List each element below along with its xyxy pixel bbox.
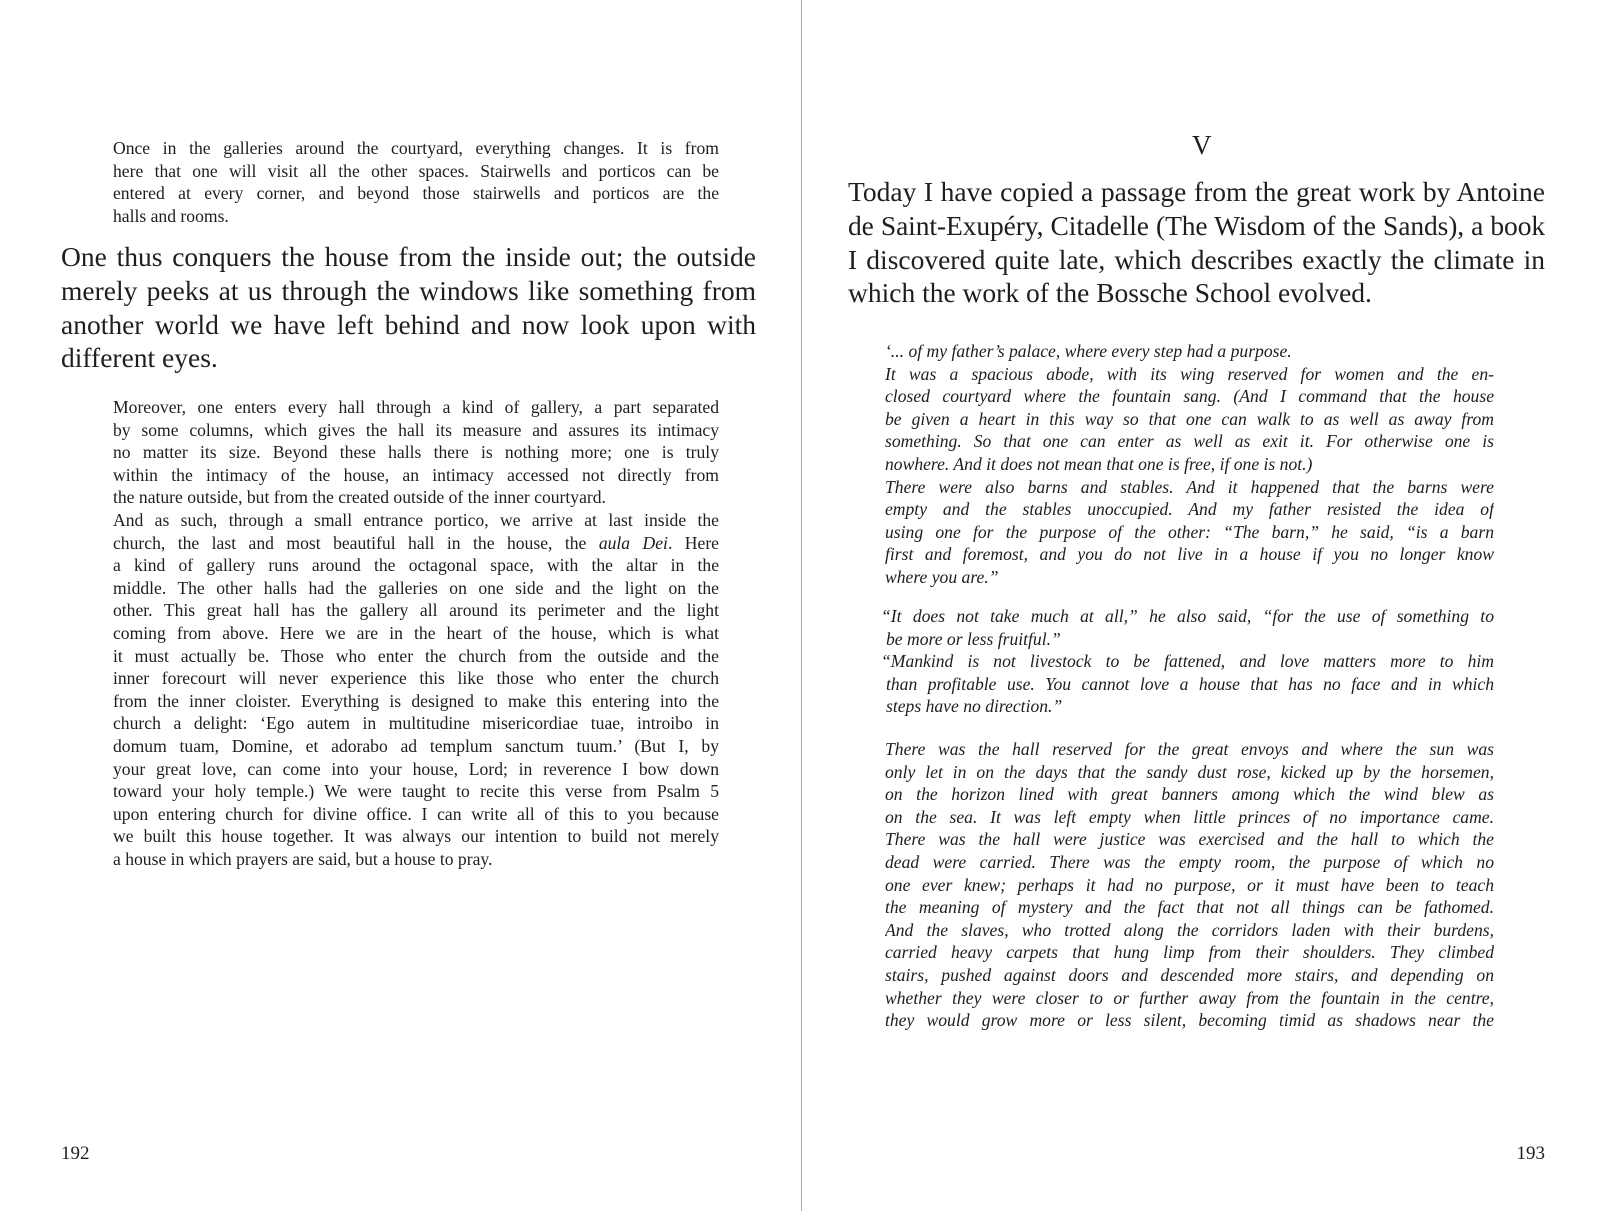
paragraph-intro — [848, 175, 1545, 310]
text-line: coming from above. Here we are in the heart of the house, which is what — [113, 622, 719, 643]
text-line: church a delight: ‘Ego autem in multitudine misericordiae tuae, introibo in — [113, 713, 719, 734]
text-line: toward your holy temple.) We were taught to recite this verse from Psalm 5 — [113, 781, 719, 802]
text-line: on the sea. It was left empty when little princes of no importance came. — [885, 806, 1494, 827]
block-quote-fruitful — [881, 605, 1494, 718]
text-line: whether they were closer to or further away from the fountain in the centre, — [885, 987, 1494, 1008]
text-line: upon entering church for divine office. I can write all of this to you because — [113, 803, 719, 824]
text-line: stairs, pushed against doors and descended more stairs, and depending on — [885, 964, 1494, 985]
text-line: your great love, can come into your house, Lord; in reverence I bow down — [113, 758, 719, 779]
text-line: I discovered quite late, which describes exactly the climate in — [848, 243, 1545, 275]
text-line: And as such, through a small entrance portico, we arrive at last inside the — [113, 509, 719, 530]
text-line: where you are.” — [885, 566, 999, 587]
text-line: no matter its size. Beyond these halls there is nothing more; one is truly — [113, 442, 719, 463]
text-line: inner forecourt will never experience this like those who enter the church — [113, 668, 719, 689]
text-line: domum tuam, Domine, et adorabo ad templum sanctum tuum.’ (But I, by — [113, 735, 719, 756]
text-line: merely peeks at us through the windows like something from — [61, 274, 756, 306]
text-line: Today I have copied a passage from the great work by Antoine — [848, 176, 1545, 207]
text-line: de Saint-Exupéry, Citadelle (The Wisdom of the Sands), a book — [848, 209, 1545, 241]
text-line: be more or less fruitful.” — [886, 628, 1061, 649]
text-line: steps have no direction.” — [886, 696, 1063, 717]
text-line: There were also barns and stables. And it happened that the barns were — [885, 476, 1494, 497]
block-quote-halls — [885, 738, 1494, 1032]
text-line: a house in which prayers are said, but a house to pray. — [113, 848, 493, 869]
paragraph-galleries — [113, 137, 719, 227]
text-segment: . Here — [667, 532, 719, 553]
text-line: Moreover, one enters every hall through a kind of gallery, a part separated — [113, 397, 719, 417]
text-line: One thus conquers the house from the inside out; the outside — [61, 241, 756, 272]
chapter-heading: V — [1192, 130, 1212, 160]
text-line: nowhere. And it does not mean that one is free, if one is not.) — [885, 453, 1313, 474]
text-line: one ever knew; perhaps it had no purpose, or it must have been to teach — [885, 874, 1494, 895]
text-line: they would grow more or less silent, becoming timid as shadows near the — [885, 1010, 1494, 1031]
text-line: carried heavy carpets that hung limp from their shoulders. They climbed — [885, 942, 1494, 963]
text-line: it must actually be. Those who enter the church from the outside and the — [113, 645, 719, 666]
text-line: which the work of the Bossche School evolved. — [848, 277, 1372, 309]
text-line: There was the hall reserved for the great envoys and where the sun was — [885, 739, 1494, 759]
text-line: by some columns, which gives the hall its measure and assures its intimacy — [113, 419, 719, 440]
paragraph-church — [113, 396, 719, 870]
text-line: on the horizon lined with great banners among which the wind blew as — [885, 784, 1494, 805]
text-line: the nature outside, but from the created outside of the inner courtyard. — [113, 487, 606, 508]
page-number: 193 — [1516, 1143, 1545, 1164]
text-line: closed courtyard where the fountain sang. (And I command that the house — [885, 386, 1494, 407]
text-line: dead were carried. There was the empty room, the purpose of which no — [885, 851, 1494, 872]
text-line: ‘... of my father’s palace, where every step had a purpose. — [885, 341, 1292, 361]
paragraph-pull-quote — [61, 240, 756, 375]
text-line: Once in the galleries around the courtyard, everything changes. It is from — [113, 138, 719, 158]
page-number: 192 — [61, 1143, 90, 1164]
text-segment: church, the last and most beautiful hall in the house, the — [113, 532, 599, 553]
right-page — [802, 0, 1600, 1211]
block-quote-palace — [885, 340, 1494, 589]
text-line: halls and rooms. — [113, 205, 229, 226]
text-line: something. So that one can enter as well as exit it. For otherwise one is — [885, 431, 1494, 452]
text-line: different eyes. — [61, 342, 218, 374]
text-line: And the slaves, who trotted along the corridors laden with their burdens, — [885, 919, 1494, 940]
text-line: we built this house together. It was always our intention to build not merely — [113, 826, 719, 847]
text-line: entered at every corner, and beyond those stairwells and porticos are the — [113, 183, 719, 204]
text-line: be given a heart in this way so that one can walk to as well as away from — [885, 408, 1494, 429]
text-line: first and foremost, and you do not live in a house if you no longer know — [885, 544, 1494, 565]
italic-term: aula Dei — [598, 532, 668, 553]
text-line: empty and the stables unoccupied. And my father resisted the idea of — [885, 499, 1494, 520]
text-line: here that one will visit all the other spaces. Stairwells and porticos can be — [113, 160, 719, 181]
text-line: only let in on the days that the sandy dust rose, kicked up by the horsemen, — [885, 761, 1494, 782]
text-line: the meaning of mystery and the fact that not all things can be fathomed. — [885, 897, 1494, 918]
text-line: middle. The other halls had the galleries on one side and the light on the — [113, 577, 719, 598]
text-line: “Mankind is not livestock to be fattened, and love matters more to him — [881, 651, 1494, 672]
text-line: than profitable use. You cannot love a house that has no face and in which — [886, 673, 1494, 694]
text-line: another world we have left behind and now look upon with — [61, 308, 756, 340]
text-line: a kind of gallery runs around the octagonal space, with the altar in the — [113, 555, 719, 576]
text-line: other. This great hall has the gallery all around its perimeter and the light — [113, 600, 719, 621]
text-line: within the intimacy of the house, an intimacy accessed not directly from — [113, 464, 719, 485]
text-line: “It does not take much at all,” he also said, “for the use of something to — [881, 606, 1494, 626]
text-line: It was a spacious abode, with its wing reserved for women and the en- — [885, 363, 1494, 384]
text-line — [113, 532, 719, 555]
text-line: from the inner cloister. Everything is designed to make this entering into the — [113, 690, 719, 711]
text-line: using one for the purpose of the other: “The barn,” he said, “is a barn — [885, 521, 1494, 542]
text-line: There was the hall were justice was exercised and the hall to which the — [885, 829, 1494, 850]
